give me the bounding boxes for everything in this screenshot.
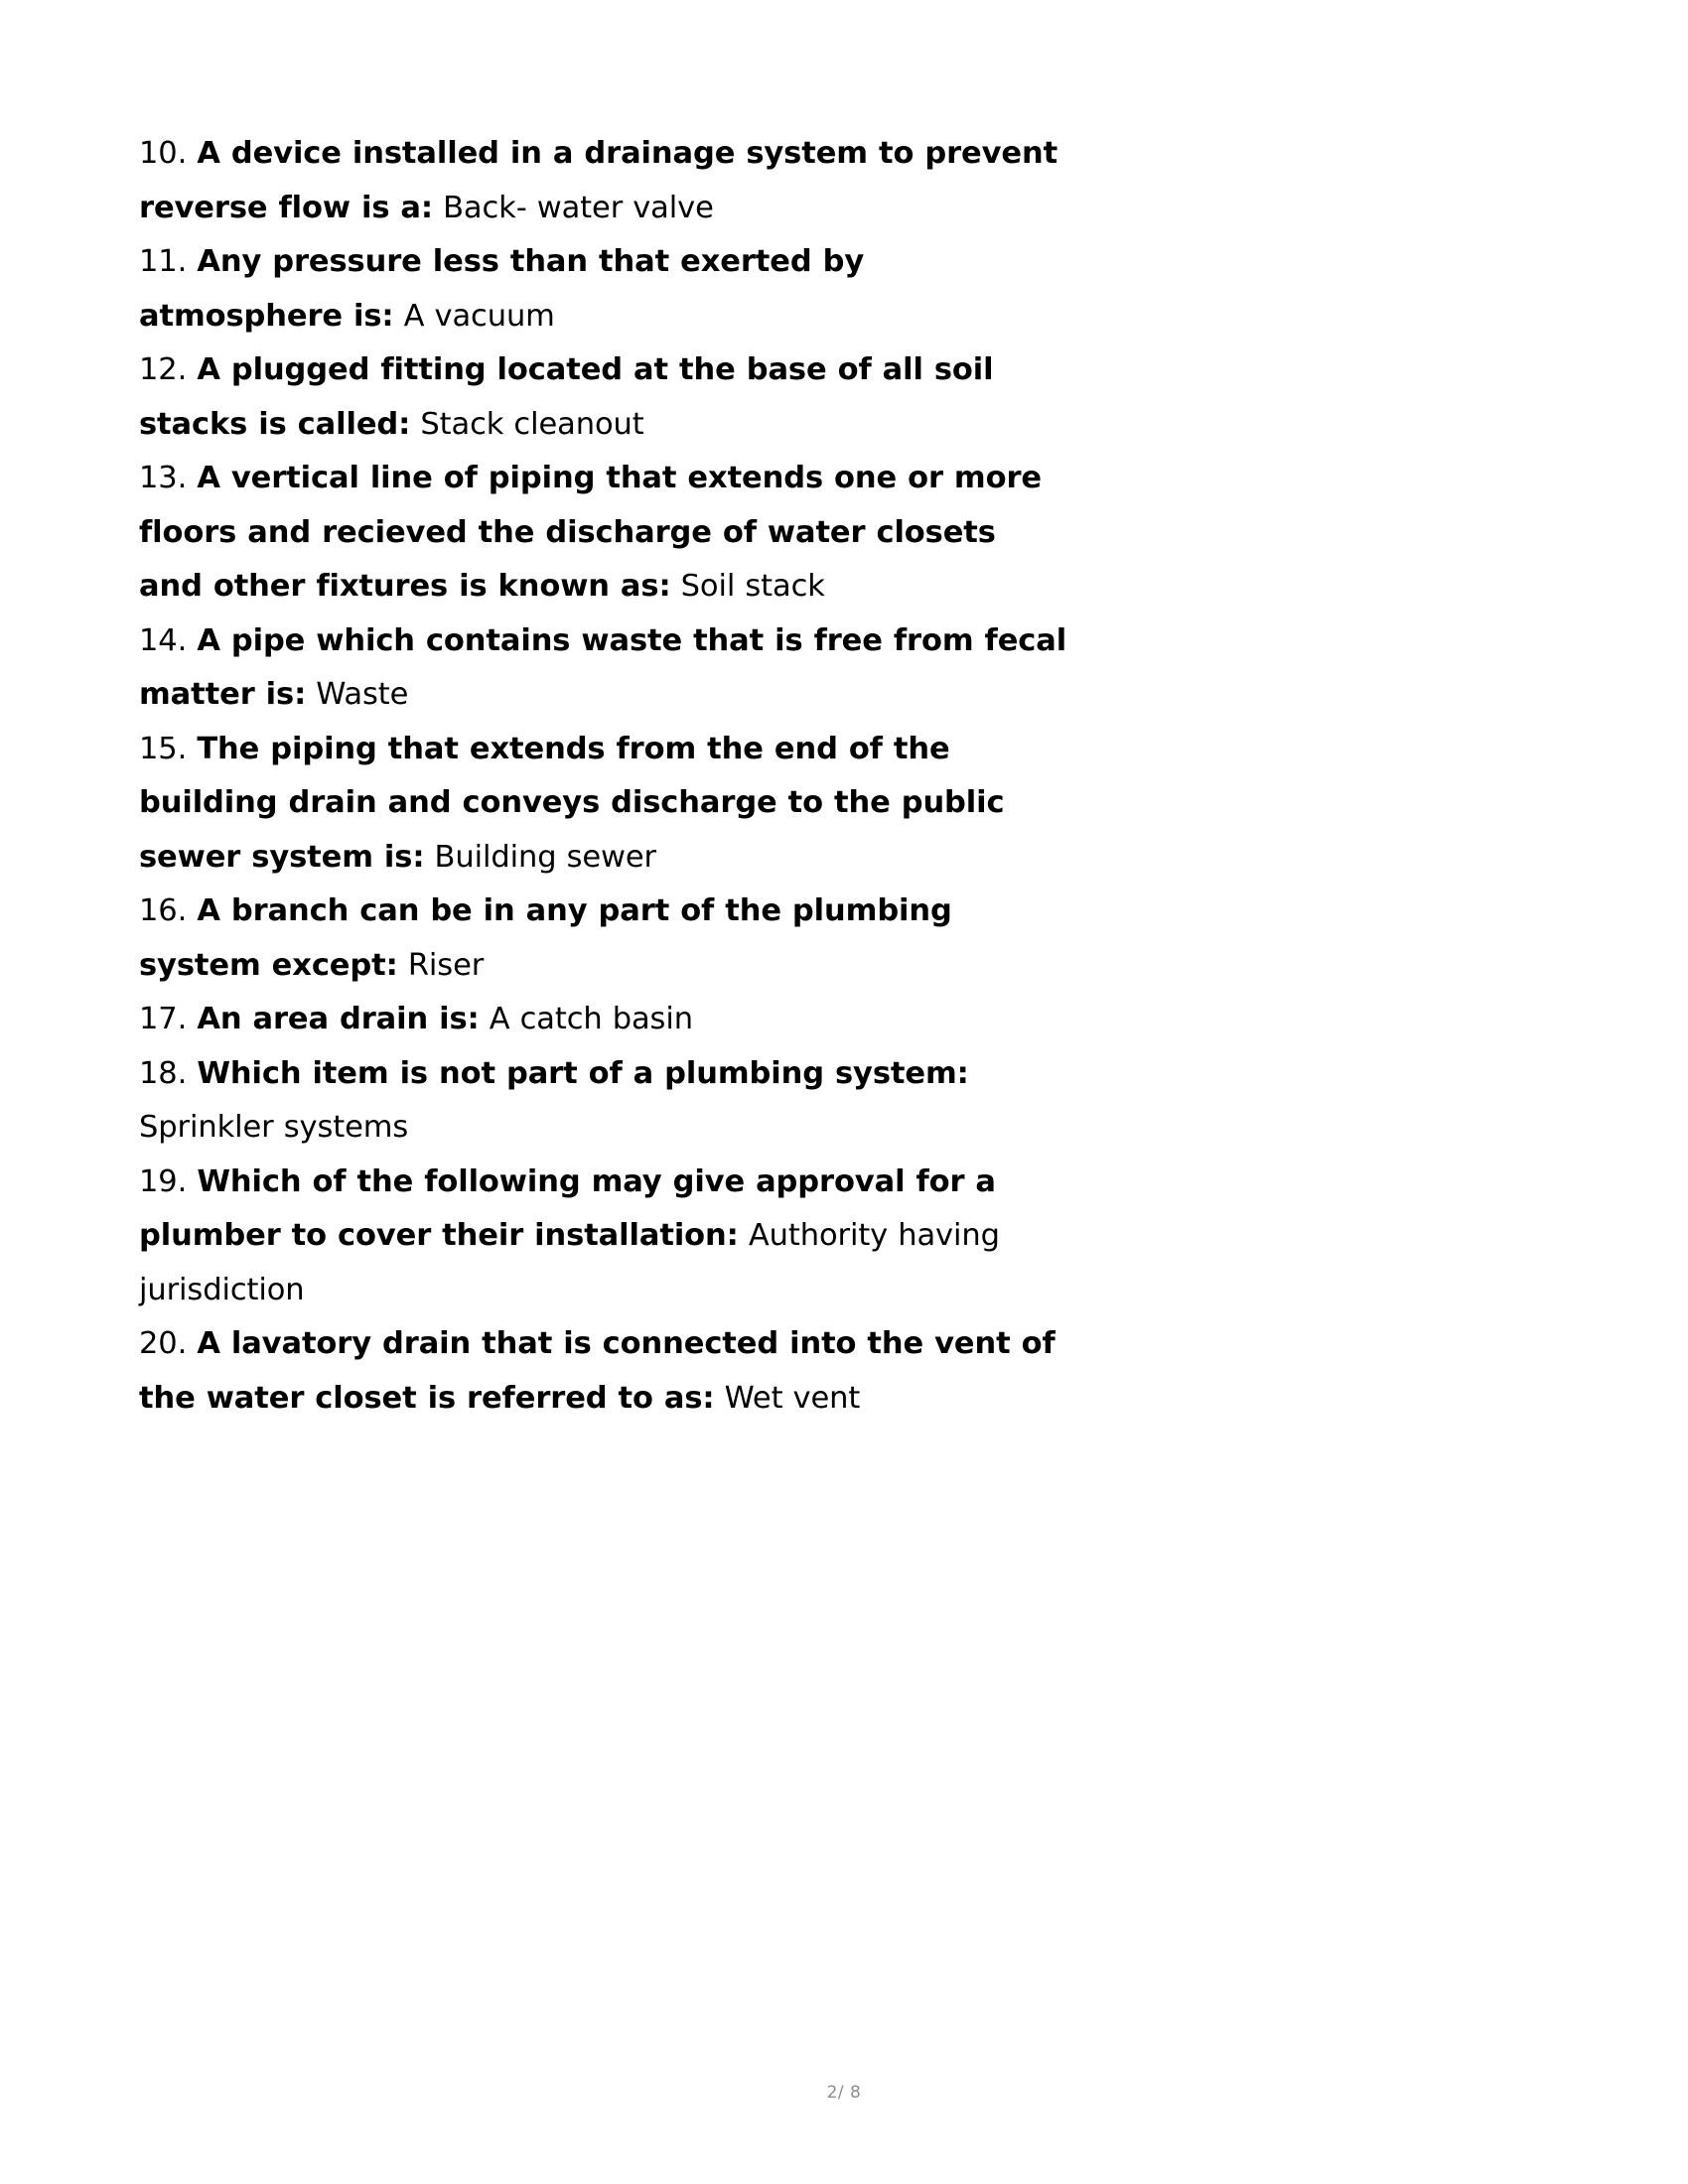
question-number: 13. — [139, 461, 188, 495]
question-number: 15. — [139, 731, 188, 766]
question-number: 11. — [139, 244, 188, 279]
question-number: 14. — [139, 622, 188, 658]
question-text: An area drain is: — [197, 1002, 480, 1036]
question-text: A lavatory drain that is connected into the vent of the water closet is referred to as: — [139, 1326, 1055, 1416]
qa-item — [139, 235, 1067, 343]
question-text: A vertical line of piping that extends one or more floors and recieved the discharge of water closets and other fixtures is known as: — [139, 461, 1042, 604]
answer-text: A vacuum — [403, 298, 555, 334]
answer-text: Stack cleanout — [420, 406, 644, 442]
answer-text: Building sewer — [434, 839, 656, 875]
question-number: 10. — [139, 136, 188, 171]
answer-text: Soil stack — [680, 569, 825, 604]
question-number: 12. — [139, 352, 188, 387]
qa-item — [139, 452, 1067, 614]
answer-text: Sprinkler systems — [139, 1110, 409, 1145]
question-text: The piping that extends from the end of the building drain and conveys discharge to the public sewer system is: — [139, 731, 1005, 875]
qa-item — [139, 343, 1067, 452]
question-text: Any pressure less than that exerted by atmosphere is: — [139, 244, 865, 334]
answer-text: Authority having jurisdiction — [139, 1218, 1000, 1307]
question-number: 16. — [139, 893, 188, 928]
question-text: Which of the following may give approval for a plumber to cover their installation: — [139, 1163, 996, 1253]
question-number: 20. — [139, 1326, 188, 1361]
answer-text: Wet vent — [724, 1380, 861, 1416]
question-number: 19. — [139, 1163, 188, 1199]
answer-text: A catch basin — [489, 1002, 693, 1036]
qa-item — [139, 614, 1067, 723]
question-number: 18. — [139, 1055, 188, 1091]
qa-item — [139, 127, 1067, 235]
answer-text: Back- water valve — [443, 190, 714, 225]
qa-item — [139, 1047, 1067, 1156]
answer-text: Riser — [407, 947, 485, 983]
answer-text: Waste — [316, 677, 409, 712]
question-text: Which item is not part of a plumbing system: — [197, 1055, 969, 1091]
qa-item — [139, 993, 1067, 1047]
qa-item — [139, 1156, 1067, 1318]
qa-list — [139, 127, 1067, 1426]
question-text: A branch can be in any part of the plumbing system except: — [139, 893, 952, 983]
page-number: 2/ 8 — [826, 2083, 862, 2103]
question-text: A device installed in a drainage system to prevent reverse flow is a: — [139, 136, 1058, 225]
question-number: 17. — [139, 1002, 188, 1036]
question-text: A pipe which contains waste that is free from fecal matter is: — [139, 622, 1067, 712]
page-footer — [0, 2083, 1688, 2103]
qa-item — [139, 723, 1067, 886]
qa-item — [139, 1317, 1067, 1426]
question-text: A plugged fitting located at the base of all soil stacks is called: — [139, 352, 994, 442]
qa-item — [139, 885, 1067, 993]
